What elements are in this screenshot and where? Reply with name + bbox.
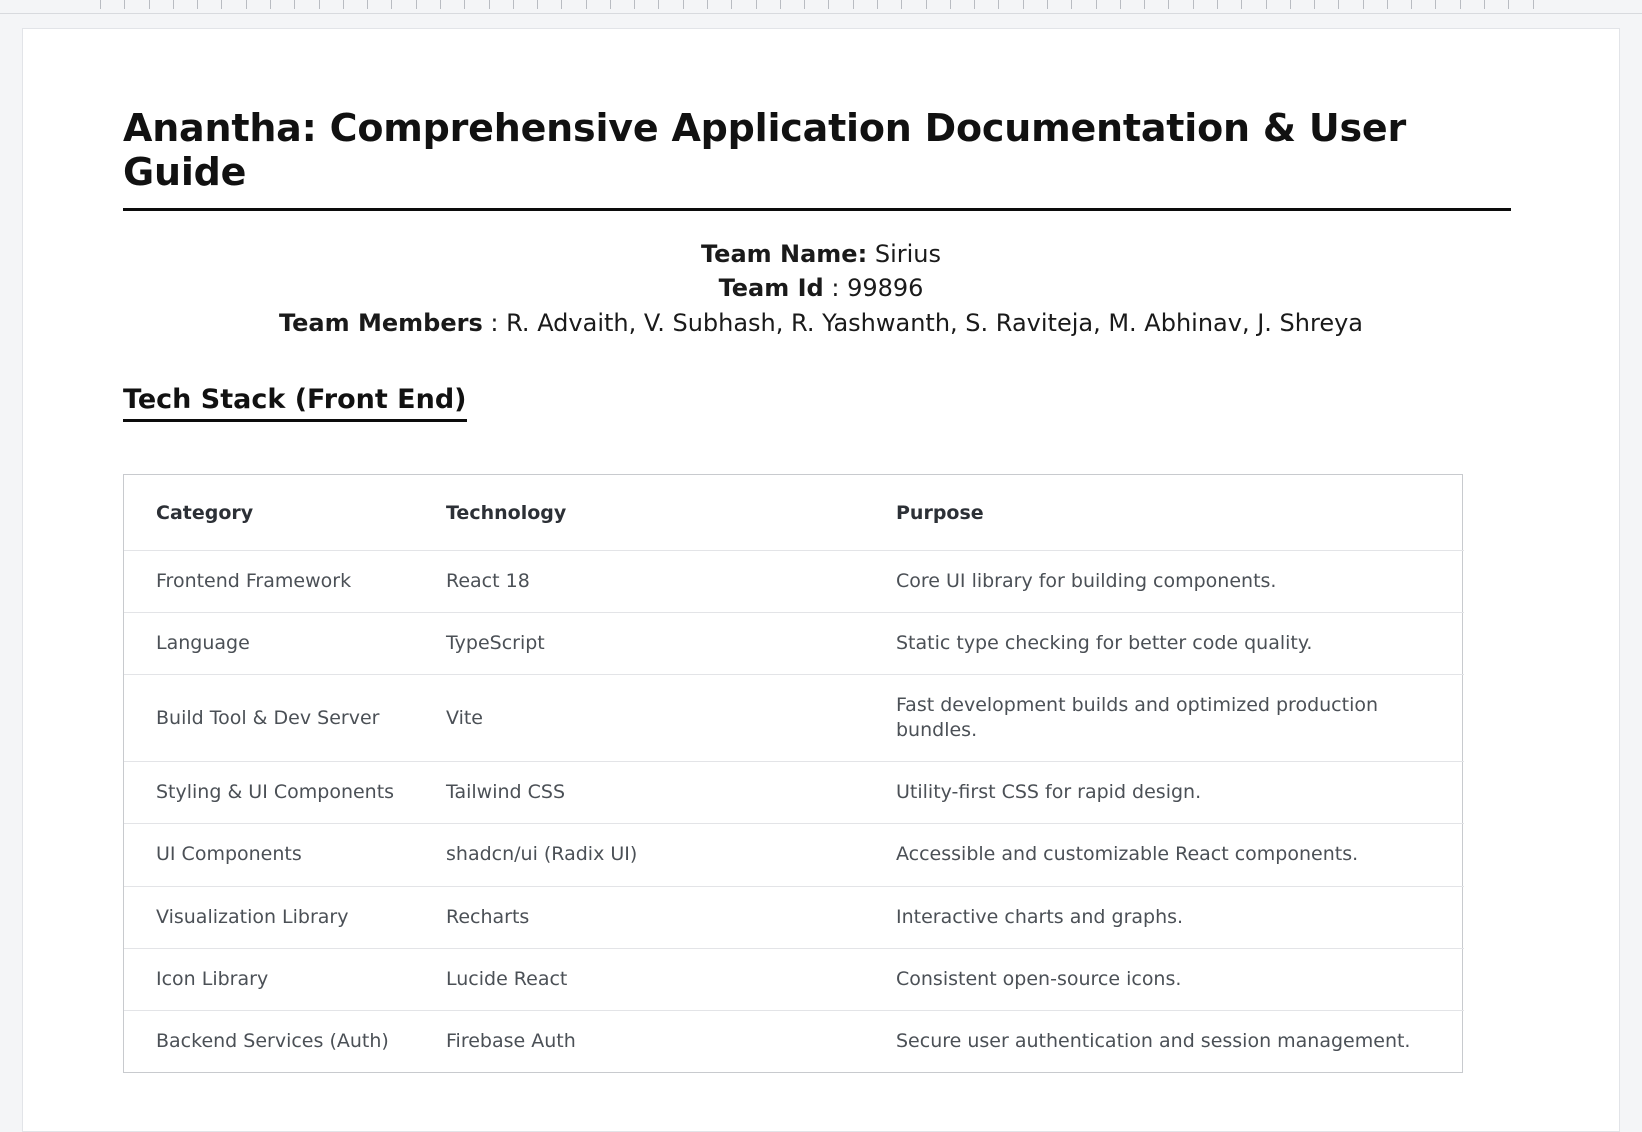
cell-purpose: Accessible and customizable React components. <box>864 824 1464 886</box>
ruler-ticks <box>100 0 1534 13</box>
cell-technology: TypeScript <box>414 613 864 675</box>
cell-category: Build Tool & Dev Server <box>124 675 414 762</box>
team-name-separator: : <box>857 240 868 269</box>
cell-purpose: Interactive charts and graphs. <box>864 886 1464 948</box>
column-header-category: Category <box>124 475 414 551</box>
cell-category: Frontend Framework <box>124 551 414 613</box>
table-row <box>124 613 1464 675</box>
page-top-strip <box>0 0 1642 14</box>
team-id-separator: : <box>831 274 840 303</box>
document-page <box>22 28 1620 1132</box>
table-row <box>124 762 1464 824</box>
cell-category: Styling & UI Components <box>124 762 414 824</box>
table-row <box>124 948 1464 1010</box>
document-content <box>23 29 1619 1073</box>
team-id-label: Team Id <box>718 274 824 303</box>
cell-category: Visualization Library <box>124 886 414 948</box>
cell-purpose: Consistent open-source icons. <box>864 948 1464 1010</box>
table-row <box>124 675 1464 762</box>
team-name-label: Team Name <box>701 240 858 269</box>
team-members-value: R. Advaith, V. Subhash, R. Yashwanth, S. Raviteja, M. Abhinav, J. Shreya <box>506 308 1364 337</box>
tech-stack-table <box>124 475 1464 1072</box>
page-title: Anantha: Comprehensive Application Documentation & User Guide <box>123 107 1511 211</box>
cell-technology: Vite <box>414 675 864 762</box>
table-row <box>124 551 1464 613</box>
team-id-value: 99896 <box>847 274 924 303</box>
column-header-purpose: Purpose <box>864 475 1464 551</box>
team-members-separator: : <box>490 308 499 337</box>
team-name-row <box>123 237 1519 271</box>
cell-purpose: Secure user authentication and session management. <box>896 1029 1411 1052</box>
cell-technology: Lucide React <box>414 948 864 1010</box>
cell-category: Icon Library <box>124 948 414 1010</box>
team-id-row <box>123 271 1519 305</box>
team-members-label: Team Members <box>278 308 483 337</box>
cell-technology: Tailwind CSS <box>414 762 864 824</box>
cell-purpose: Static type checking for better code quality. <box>864 613 1464 675</box>
cell-purpose: Utility-first CSS for rapid design. <box>864 762 1464 824</box>
team-members-row <box>123 306 1519 340</box>
cell-purpose: Fast development builds and optimized production bundles. <box>864 675 1464 762</box>
table-header-row <box>124 475 1464 551</box>
column-header-technology: Technology <box>414 475 864 551</box>
cell-category: Language <box>124 613 414 675</box>
cell-technology: shadcn/ui (Radix UI) <box>414 824 864 886</box>
section-heading-wrap <box>123 340 1519 422</box>
cell-purpose: Core UI library for building components. <box>864 551 1464 613</box>
cell-category: UI Components <box>124 824 414 886</box>
tech-stack-table-wrapper <box>123 474 1463 1073</box>
cell-technology: Recharts <box>414 886 864 948</box>
section-heading-tech-stack: Tech Stack (Front End) <box>123 384 467 422</box>
table-row <box>124 824 1464 886</box>
cell-technology: Firebase Auth <box>446 1029 576 1052</box>
cell-technology: React 18 <box>414 551 864 613</box>
team-info-block <box>123 237 1519 339</box>
cell-category: Backend Services (Auth) <box>156 1029 389 1052</box>
table-row <box>124 886 1464 948</box>
table-row <box>124 1010 1464 1072</box>
team-name-value: Sirius <box>874 240 941 269</box>
